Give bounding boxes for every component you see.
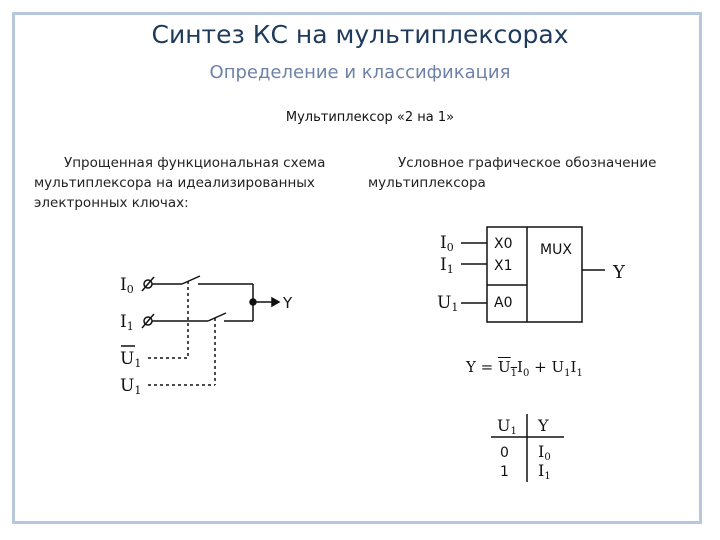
pin-x0-label: X0 [494,236,513,252]
truth-table-cell-y: I1 [538,461,551,482]
mux-label: MUX [540,242,572,258]
pin-a0-label: A0 [494,295,513,311]
control-u1-bar-label: U1 [120,349,142,370]
left-description-line: мультиплексора на идеализированных [34,175,315,191]
input-i0-label: I0 [120,275,134,296]
mux-output-y-label: Y [613,262,625,283]
truth-table-header-u1: U1 [497,416,517,437]
output-formula: $Y = U_1I_0 + U_1I_1$ [466,358,583,379]
truth-table-cell-u: 0 [500,445,509,461]
switch-schematic [120,275,293,397]
truth-table [491,414,564,482]
truth-table-cell-y: I0 [538,442,551,463]
control-u1-label: U1 [120,376,142,397]
output-y-label: Y [283,294,293,312]
left-description-line: Упрощенная функциональная схема [64,155,326,171]
mux-input-i1-label: I1 [440,255,454,276]
pin-x1-label: X1 [494,258,513,274]
mux-symbol [437,227,626,322]
section-heading: Мультиплексор «2 на 1» [285,110,455,125]
input-i1-label: I1 [120,312,134,333]
slide-subtitle: Определение и классификация [209,62,511,83]
mux-input-i0-label: I0 [440,233,454,254]
switch-upper [182,276,200,284]
right-description-line: мультиплексора [368,175,486,191]
slide-title: Синтез КС на мультиплексорах [151,20,569,49]
output-arrow [272,298,279,306]
truth-table-cell-u: 1 [500,464,509,480]
formula-u1-inverted: $U_1$ [498,358,518,379]
right-description-line: Условное графическое обозначение [398,155,657,171]
truth-table-header-y: Y [538,416,549,435]
mux-input-u1-label: U1 [437,293,459,314]
left-description-line: электронных ключах: [34,195,189,211]
switch-lower [208,313,226,321]
